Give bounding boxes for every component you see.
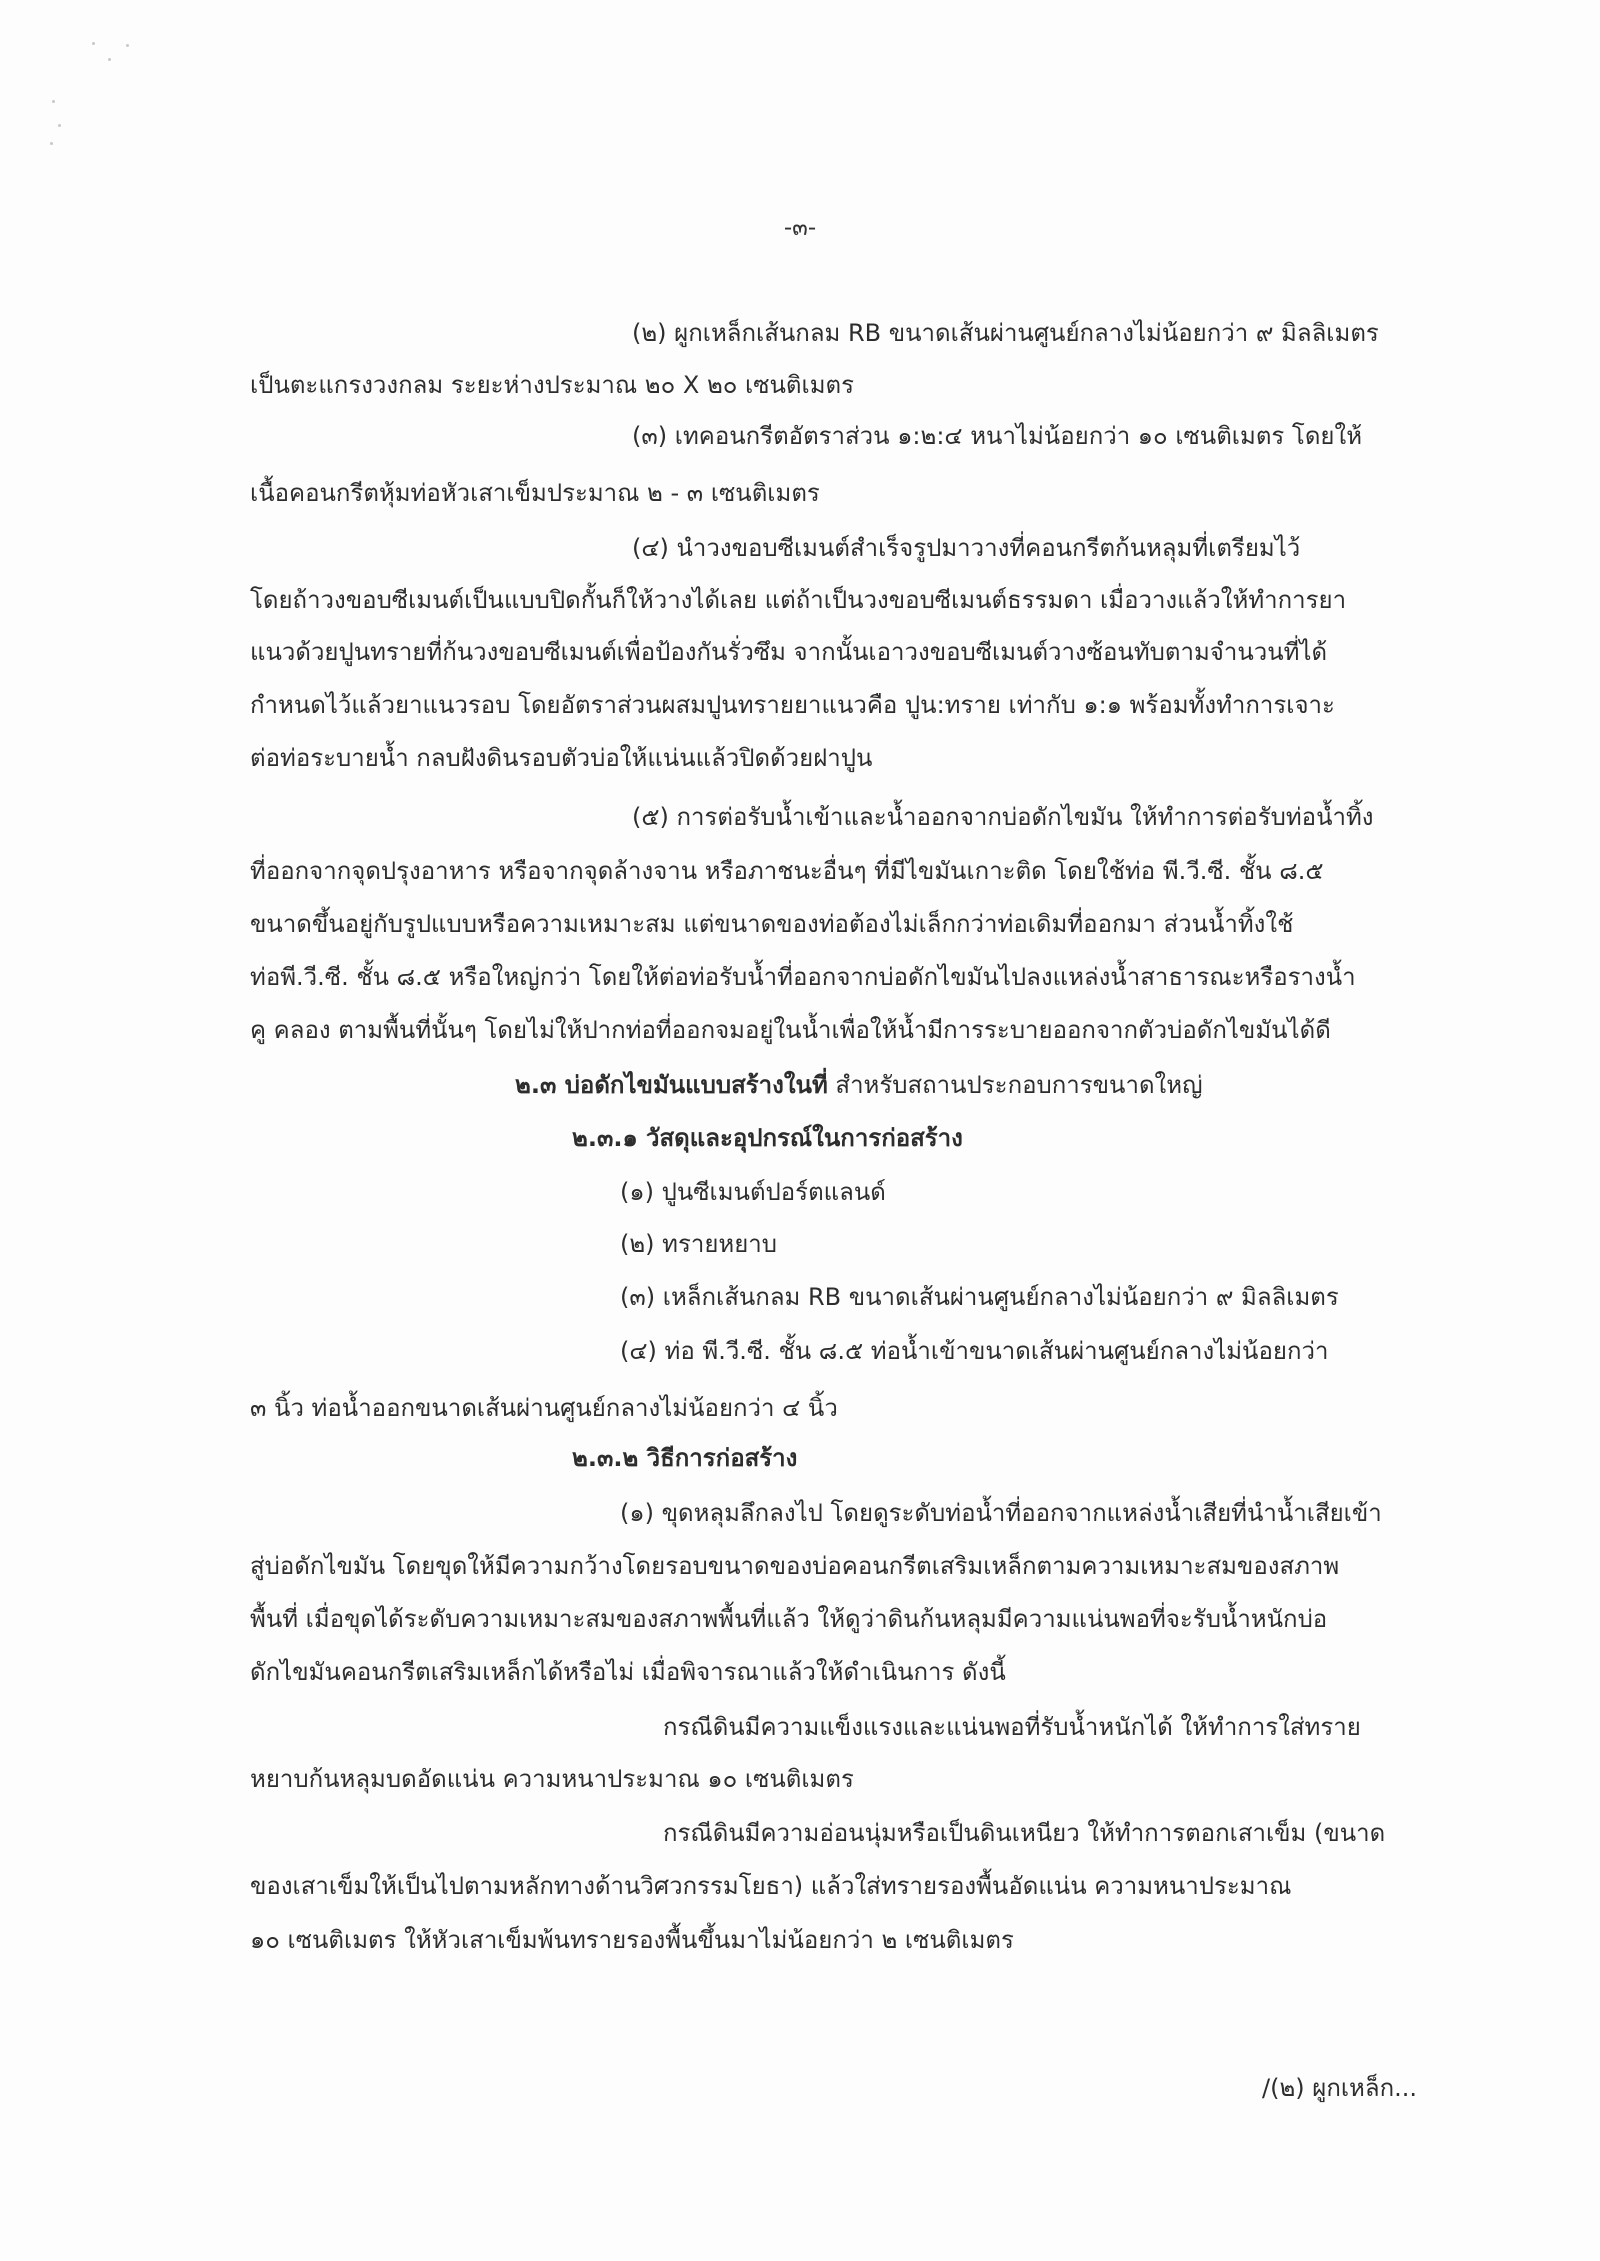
body-line: (๑) ขุดหลุมลึกลงไป โดยดูระดับท่อน้ำที่ออกจากแหล่งน้ำเสียที่นำน้ำเสียเข้า — [620, 1499, 1382, 1527]
body-line: ของเสาเข็มให้เป็นไปตามหลักทางด้านวิศวกรรมโยธา) แล้วใส่ทรายรองพื้นอัดแน่น ความหนาประมาณ — [250, 1872, 1292, 1900]
body-line: เนื้อคอนกรีตหุ้มท่อหัวเสาเข็มประมาณ ๒ - ๓ เซนติเมตร — [250, 479, 820, 507]
body-line: ดักไขมันคอนกรีตเสริมเหล็กได้หรือไม่ เมื่อพิจารณาแล้วให้ดำเนินการ ดังนี้ — [250, 1658, 1006, 1686]
body-line: ขนาดขึ้นอยู่กับรูปแบบหรือความเหมาะสม แต่ขนาดของท่อต้องไม่เล็กกว่าท่อเดิมที่ออกมา ส่วนน้ำทิ้งใช้ — [250, 910, 1294, 938]
subsection-heading: ๒.๓.๑ วัสดุและอุปกรณ์ในการก่อสร้าง — [572, 1124, 963, 1152]
subsection-heading: ๒.๓.๒ วิธีการก่อสร้าง — [572, 1444, 798, 1472]
scan-speck — [126, 44, 129, 47]
body-line: คู คลอง ตามพื้นที่นั้นๆ โดยไม่ให้ปากท่อที่ออกจมอยู่ในน้ำเพื่อให้น้ำมีการระบายออกจากตัวบ่อดักไขมันได้ดี — [250, 1016, 1331, 1044]
body-line: ที่ออกจากจุดปรุงอาหาร หรือจากจุดล้างจาน หรือภาชนะอื่นๆ ที่มีไขมันเกาะติด โดยใช้ท่อ พี.วี.ซี. ชั้น ๘.๕ — [250, 857, 1324, 885]
body-line: เป็นตะแกรงวงกลม ระยะห่างประมาณ ๒๐ X ๒๐ เซนติเมตร — [250, 371, 855, 399]
body-line: กรณีดินมีความอ่อนนุ่มหรือเป็นดินเหนียว ให้ทำการตอกเสาเข็ม (ขนาด — [663, 1819, 1386, 1847]
section-heading-note: สำหรับสถานประกอบการขนาดใหญ่ — [827, 1071, 1203, 1099]
scan-speck — [108, 58, 111, 61]
body-line: ๑๐ เซนติเมตร ให้หัวเสาเข็มพ้นทรายรองพื้นขึ้นมาไม่น้อยกว่า ๒ เซนติเมตร — [250, 1926, 1014, 1954]
scan-speck — [52, 100, 55, 103]
body-line: (๓) เทคอนกรีตอัตราส่วน ๑:๒:๔ หนาไม่น้อยกว่า ๑๐ เซนติเมตร โดยให้ — [632, 422, 1363, 450]
body-line: (๔) นำวงขอบซีเมนต์สำเร็จรูปมาวางที่คอนกรีตก้นหลุมที่เตรียมไว้ — [632, 534, 1301, 562]
body-line: (๒) ผูกเหล็กเส้นกลม RB ขนาดเส้นผ่านศูนย์กลางไม่น้อยกว่า ๙ มิลลิเมตร — [632, 319, 1379, 347]
body-line: กำหนดไว้แล้วยาแนวรอบ โดยอัตราส่วนผสมปูนทรายยาแนวคือ ปูน:ทราย เท่ากับ ๑:๑ พร้อมทั้งทำการเจาะ — [250, 691, 1335, 719]
body-line: ๓ นิ้ว ท่อน้ำออกขนาดเส้นผ่านศูนย์กลางไม่น้อยกว่า ๔ นิ้ว — [250, 1394, 838, 1422]
body-line: สู่บ่อดักไขมัน โดยขุดให้มีความกว้างโดยรอบขนาดของบ่อคอนกรีตเสริมเหล็กตามความเหมาะสมของสภาพ — [250, 1552, 1340, 1580]
scan-speck — [50, 142, 53, 145]
continuation-note: /(๒) ผูกเหล็ก... — [1262, 2074, 1418, 2102]
body-line: ท่อพี.วี.ซี. ชั้น ๘.๕ หรือใหญ่กว่า โดยให้ต่อท่อรับน้ำที่ออกจากบ่อดักไขมันไปลงแหล่งน้ำสาธารณะหรือรางน้ำ — [250, 963, 1356, 991]
body-line: (๔) ท่อ พี.วี.ซี. ชั้น ๘.๕ ท่อน้ำเข้าขนาดเส้นผ่านศูนย์กลางไม่น้อยกว่า — [620, 1337, 1329, 1365]
body-line: (๑) ปูนซีเมนต์ปอร์ตแลนด์ — [620, 1178, 886, 1206]
section-heading-title: ๒.๓ บ่อดักไขมันแบบสร้างในที่ — [515, 1071, 828, 1099]
page-number: -๓- — [783, 215, 817, 241]
body-line: กรณีดินมีความแข็งแรงและแน่นพอที่รับน้ำหนักได้ ให้ทำการใส่ทราย — [663, 1713, 1361, 1741]
body-line: พื้นที่ เมื่อขุดได้ระดับความเหมาะสมของสภาพพื้นที่แล้ว ให้ดูว่าดินก้นหลุมมีความแน่นพอที่จะรับน้ำหนักบ่อ — [250, 1605, 1328, 1633]
scan-speck — [92, 42, 95, 45]
body-line: (๓) เหล็กเส้นกลม RB ขนาดเส้นผ่านศูนย์กลางไม่น้อยกว่า ๙ มิลลิเมตร — [620, 1283, 1339, 1311]
section-heading — [515, 1070, 1203, 1100]
body-line: แนวด้วยปูนทรายที่ก้นวงขอบซีเมนต์เพื่อป้องกันรั่วซึม จากนั้นเอาวงขอบซีเมนต์วางซ้อนทับตามจำนวนที่ได้ — [250, 638, 1328, 666]
body-line: (๕) การต่อรับน้ำเข้าและน้ำออกจากบ่อดักไขมัน ให้ทำการต่อรับท่อน้ำทิ้ง — [632, 803, 1374, 831]
body-line: โดยถ้าวงขอบซีเมนต์เป็นแบบปิดกั้นก็ให้วางได้เลย แต่ถ้าเป็นวงขอบซีเมนต์ธรรมดา เมื่อวางแล้วให้ทำการยา — [250, 586, 1347, 614]
scan-speck — [58, 124, 61, 127]
body-line: ต่อท่อระบายน้ำ กลบฝังดินรอบตัวบ่อให้แน่นแล้วปิดด้วยฝาปูน — [250, 744, 873, 772]
body-line: หยาบก้นหลุมบดอัดแน่น ความหนาประมาณ ๑๐ เซนติเมตร — [250, 1765, 854, 1793]
body-line: (๒) ทรายหยาบ — [620, 1230, 778, 1258]
